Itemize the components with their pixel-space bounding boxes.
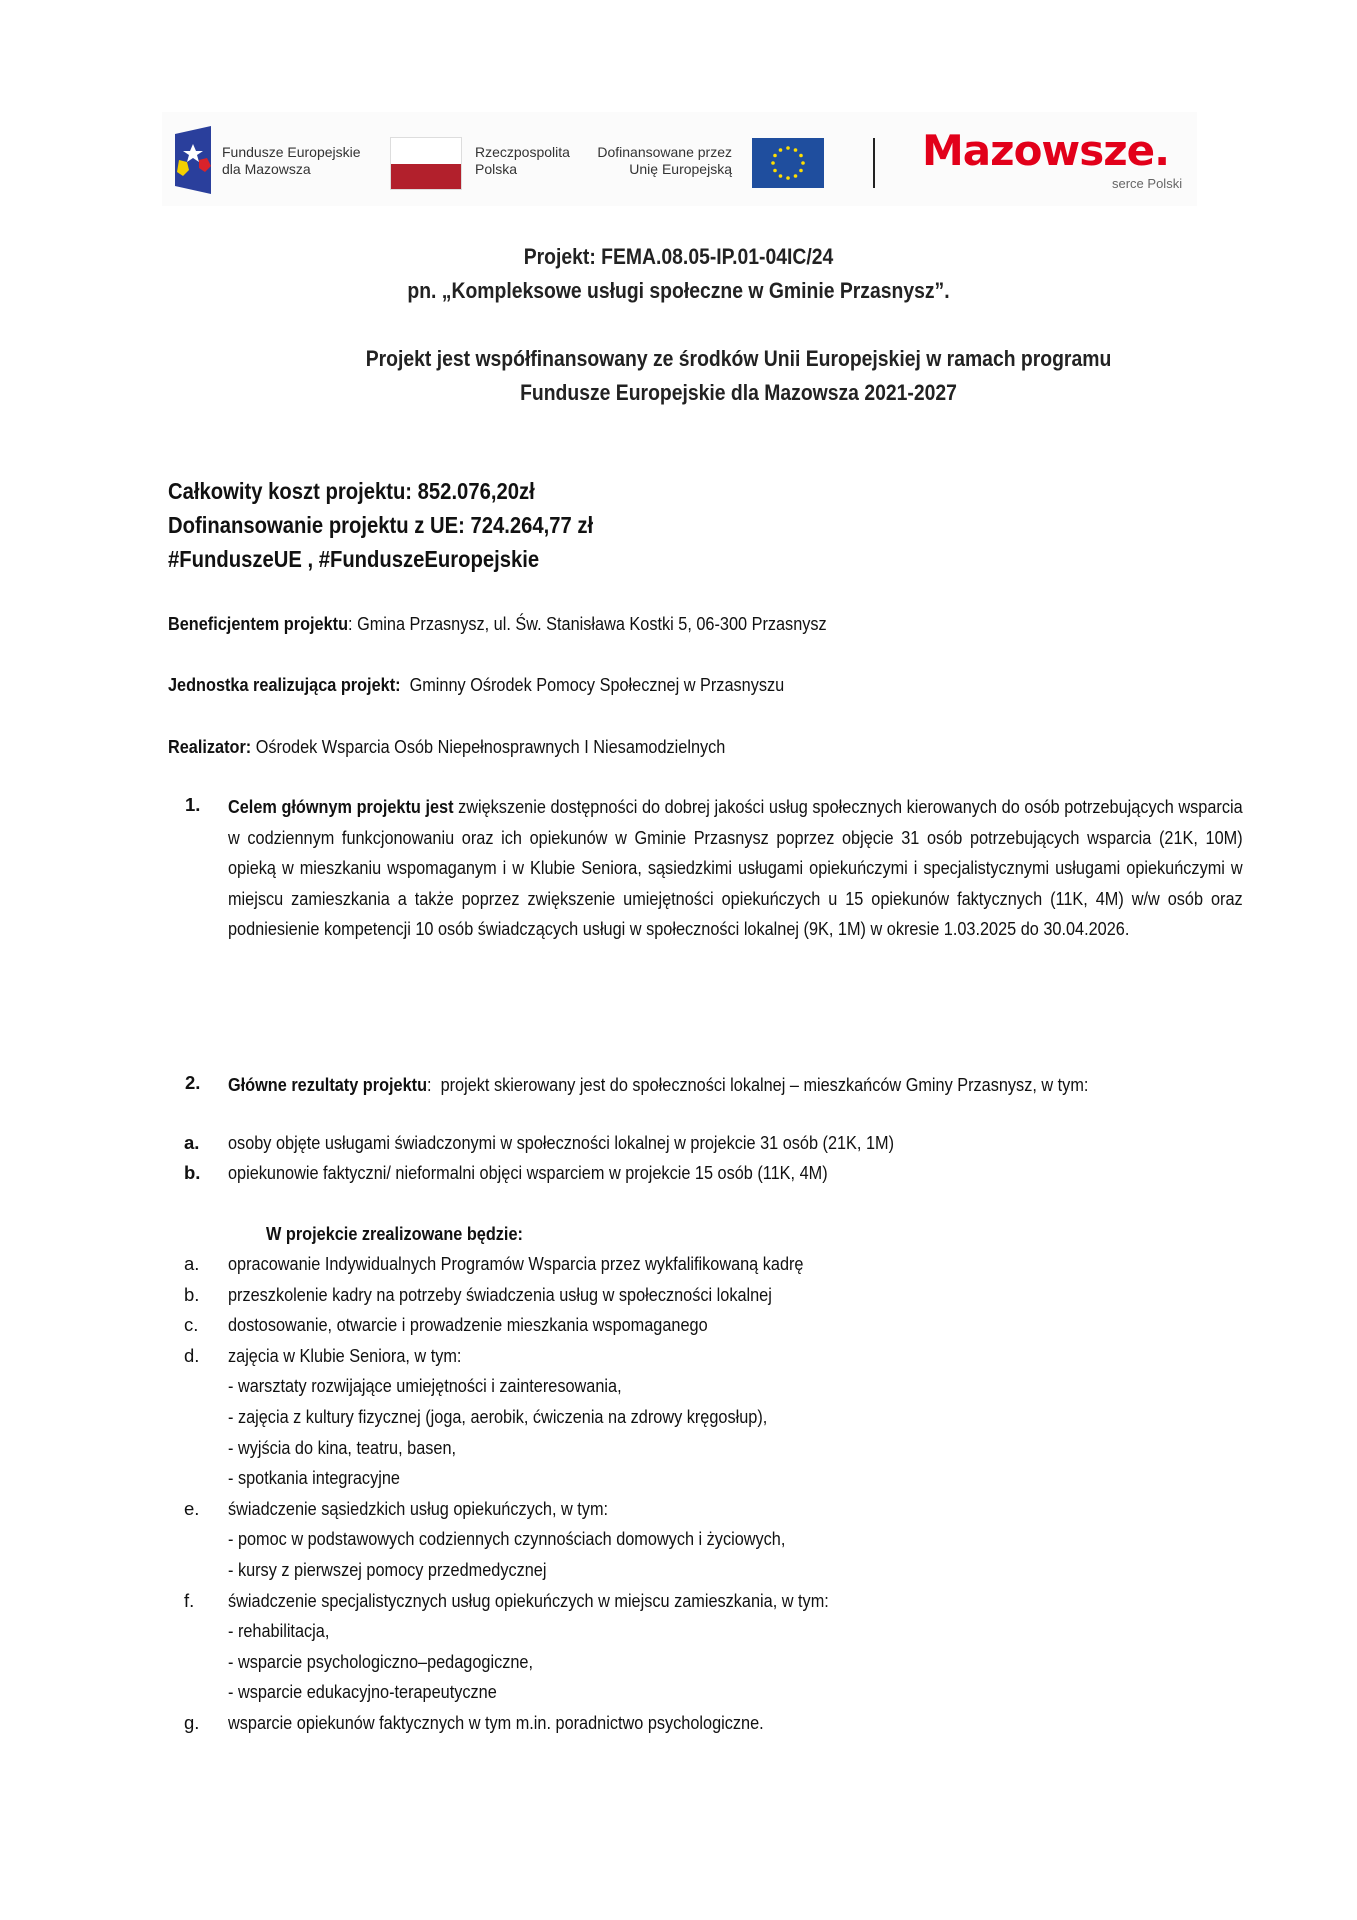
activity-item: opracowanie Indywidualnych Programów Wsparcia przez wykfalifikowaną kadrę	[228, 1253, 804, 1274]
realizer-value: Ośrodek Wsparcia Osób Niepełnosprawnych I Niesamodzielnych	[251, 736, 726, 757]
section-1-number: 1.	[185, 794, 201, 815]
activity-item: świadczenie sąsiedzkich usług opiekuńczych, w tym:	[228, 1497, 609, 1519]
beneficiary-label: Beneficjentem projektu	[168, 613, 349, 634]
eu-star-icon	[799, 154, 803, 158]
beneficiary-line	[168, 613, 827, 635]
total-cost: Całkowity koszt projektu: 852.076,20zł	[168, 478, 535, 504]
eu-logo-line2: Unię Europejską	[629, 161, 732, 177]
eu-flag-icon	[752, 138, 824, 188]
activity-label: g.	[184, 1712, 200, 1733]
result-item-a: osoby objęte usługami świadczonymi w społeczności lokalnej w projekcie 31 osób (21K, 1M)	[228, 1132, 894, 1153]
project-name: pn. „Kompleksowe usługi społeczne w Gminie Przasnysz”.	[407, 278, 950, 303]
result-label-b: b.	[184, 1162, 201, 1183]
pl-logo-line2: Polska	[475, 161, 518, 177]
eu-star-icon	[779, 174, 783, 178]
eu-logo-text	[582, 144, 732, 178]
funding-line-2: Fundusze Europejskie dla Mazowsza 2021-2027	[520, 380, 957, 405]
section-2-number: 2.	[185, 1072, 201, 1093]
unit-value: Gminny Ośrodek Pomocy Społecznej w Przasnyszu	[400, 674, 785, 695]
eu-star-icon	[799, 169, 803, 173]
activity-subitem: - spotkania integracyjne	[228, 1467, 400, 1489]
mazowsze-tagline: serce Polski	[1112, 176, 1183, 191]
eu-logo-line1: Dofinansowane przez	[597, 144, 732, 160]
fe-logo-text	[222, 144, 361, 178]
activity-subitem: - wsparcie edukacyjno-terapeutyczne	[228, 1681, 497, 1703]
activity-item: wsparcie opiekunów faktycznych w tym m.in. poradnictwo psychologiczne.	[228, 1712, 764, 1733]
polish-flag-icon	[390, 137, 462, 190]
project-code: Projekt: FEMA.08.05-IP.01-04IC/24	[523, 244, 834, 269]
activity-subitem: - wsparcie psychologiczno–pedagogiczne,	[228, 1650, 533, 1672]
activity-subitem: - pomoc w podstawowych codziennych czynnościach domowych i życiowych,	[228, 1528, 786, 1550]
unit-label: Jednostka realizująca projekt:	[168, 674, 401, 695]
funding-line-1: Projekt jest współfinansowany ze środków Unii Europejskiej w ramach programu	[365, 346, 1112, 371]
eu-star-icon	[801, 161, 805, 165]
result-item-b: opiekunowie faktyczni/ nieformalni objęci wsparciem w projekcie 15 osób (11K, 4M)	[228, 1162, 828, 1183]
activity-label: a.	[184, 1253, 200, 1274]
section-2-bold: Główne rezultaty projektu	[228, 1074, 428, 1095]
activity-label: b.	[184, 1283, 200, 1305]
fundusze-europejskie-logo-icon	[175, 126, 211, 194]
eu-star-icon	[771, 161, 775, 165]
section-1-bold: Celem głównym projektu jest	[228, 796, 454, 817]
eu-star-icon	[786, 176, 790, 180]
activity-item: przeszkolenie kadry na potrzeby świadczenia usług w społeczności lokalnej	[228, 1283, 772, 1305]
eu-funding: Dofinansowanie projektu z UE: 724.264,77 zł	[168, 512, 594, 538]
section-1-text: zwiększenie dostępności do dobrej jakości usług społecznych kierowanych do osób potrzebujących wsparcia w codziennym funkcjonowaniu oraz ich opiekunów w Gminie Przasnysz poprzez objęcie 31 osób potrzebujących wsparcia (21K, 10M) opieką w mieszkaniu wspomaganym i w Klubie Seniora, sąsiedzkimi usługami opiekuńczymi i specjalistycznymi usługami opiekuńczymi w miejscu zamieszkania a także poprzez zwiększenie umiejętności opiekuńczych u 15 opiekunów faktycznych (11K, 4M) w/w osób oraz podniesienie kompetencji 10 osób świadczących usługi w społeczności lokalnej (9K, 1M) w okresie 1.03.2025 do 30.04.2026.	[228, 796, 1243, 939]
section-2-text: : projekt skierowany jest do społeczności lokalnej – mieszkańców Gminy Przasnysz, w tym:	[427, 1074, 1089, 1095]
activity-subitem: - rehabilitacja,	[228, 1620, 330, 1642]
pl-logo-line1: Rzeczpospolita	[475, 144, 570, 160]
activity-subitem: - kursy z pierwszej pomocy przedmedycznej	[228, 1559, 547, 1580]
hashtags: #FunduszeUE , #FunduszeEuropejskie	[168, 546, 540, 572]
section-2-paragraph	[228, 1070, 1243, 1101]
eu-star-icon	[773, 169, 777, 173]
eu-star-icon	[773, 154, 777, 158]
eu-star-icon	[794, 174, 798, 178]
mazowsze-logo: Mazowsze.	[922, 126, 1170, 175]
unit-line	[168, 674, 784, 696]
activity-subitem: - warsztaty rozwijające umiejętności i zainteresowania,	[228, 1375, 622, 1397]
realizer-line	[168, 736, 725, 758]
logo-bar	[162, 112, 1197, 206]
activity-item: dostosowanie, otwarcie i prowadzenie mieszkania wspomaganego	[228, 1314, 708, 1336]
realizer-label: Realizator:	[168, 736, 252, 757]
eu-star-icon	[779, 148, 783, 152]
activities-heading: W projekcie zrealizowane będzie:	[266, 1223, 523, 1244]
activity-label: c.	[184, 1314, 199, 1336]
fe-logo-line2: dla Mazowsza	[222, 161, 311, 177]
fe-logo-line1: Fundusze Europejskie	[222, 144, 361, 160]
result-label-a: a.	[184, 1132, 200, 1153]
section-1-paragraph	[228, 792, 1243, 945]
logo-divider	[873, 138, 875, 188]
pl-logo-text	[475, 144, 570, 178]
activity-subitem: - zajęcia z kultury fizycznej (joga, aerobik, ćwiczenia na zdrowy kręgosłup),	[228, 1406, 768, 1427]
activity-label: e.	[184, 1497, 200, 1519]
beneficiary-value: : Gmina Przasnysz, ul. Św. Stanisława Kostki 5, 06-300 Przasnysz	[348, 613, 827, 634]
activity-item: świadczenie specjalistycznych usług opiekuńczych w miejscu zamieszkania, w tym:	[228, 1589, 829, 1611]
activity-subitem: - wyjścia do kina, teatru, basen,	[228, 1436, 457, 1458]
activity-label: d.	[184, 1344, 200, 1366]
eu-star-icon	[794, 148, 798, 152]
eu-star-icon	[786, 146, 790, 150]
activity-item: zajęcia w Klubie Seniora, w tym:	[228, 1344, 462, 1366]
activity-label: f.	[184, 1589, 195, 1611]
